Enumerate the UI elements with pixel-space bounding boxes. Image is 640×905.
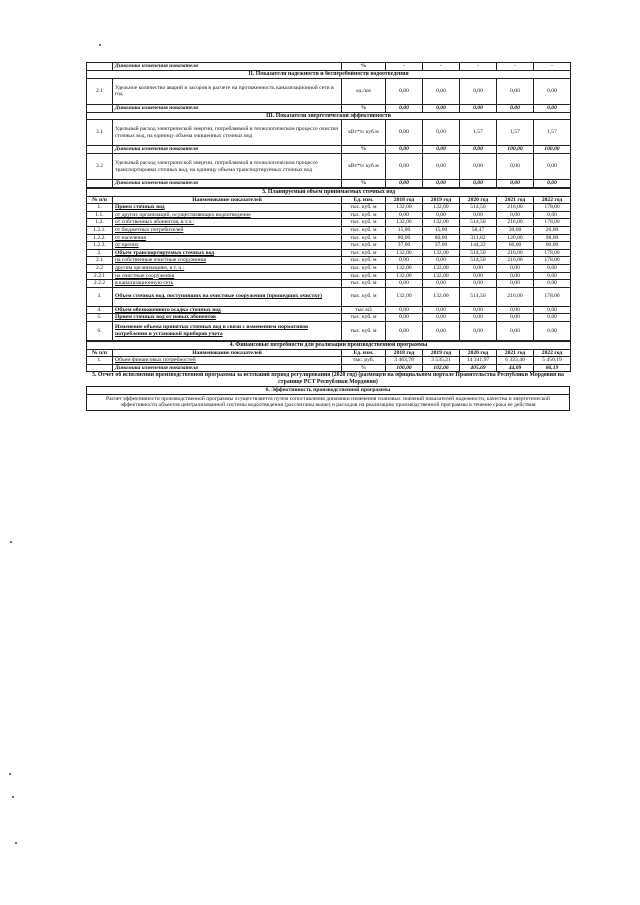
row-number: 1. bbox=[87, 357, 113, 365]
table-row bbox=[87, 264, 571, 272]
row-number: 3.2 bbox=[87, 154, 113, 180]
indicator-name: от бюджетных потребителей bbox=[113, 226, 342, 234]
row-number bbox=[87, 104, 113, 112]
value-cell: 5 450,19 bbox=[534, 357, 571, 365]
value-cell: 0,00 bbox=[423, 280, 460, 288]
indicator-name: Динамика изменения показателя bbox=[113, 364, 342, 372]
indicator-name: Динамика изменения показателя bbox=[113, 104, 342, 112]
unit-cell: тыс. куб. м bbox=[342, 242, 386, 250]
column-header: 2019 год bbox=[423, 196, 460, 204]
unit-cell: тыс. куб. м bbox=[342, 314, 386, 322]
value-cell: 514,50 bbox=[460, 257, 497, 265]
indicator-name: от других организаций, осуществляющих водоотведение bbox=[113, 211, 342, 219]
value-cell: 0,00 bbox=[534, 314, 571, 322]
financial-needs-table bbox=[86, 341, 571, 372]
table-row bbox=[87, 357, 571, 365]
column-header: № п/п bbox=[87, 196, 113, 204]
row-number: 2.2 bbox=[87, 264, 113, 272]
value-cell: 178,00 bbox=[534, 257, 571, 265]
section-title: III. Показатели энергетической эффективности bbox=[87, 112, 571, 120]
row-number: 1.2.3. bbox=[87, 242, 113, 250]
table-row bbox=[87, 257, 571, 265]
value-cell: 0,00 bbox=[460, 104, 497, 112]
value-cell: 0,00 bbox=[460, 211, 497, 219]
unit-cell: тыс. куб. м bbox=[342, 321, 386, 340]
value-cell: 514,50 bbox=[460, 287, 497, 306]
value-cell: 178,00 bbox=[534, 287, 571, 306]
value-cell: 0,00 bbox=[497, 314, 534, 322]
table-row bbox=[87, 154, 571, 180]
value-cell: 0,00 bbox=[386, 314, 423, 322]
row-number bbox=[87, 63, 113, 71]
column-header: Ед. изм. bbox=[342, 349, 386, 357]
value-cell: 216,00 bbox=[497, 287, 534, 306]
scan-speck bbox=[99, 44, 101, 46]
row-number: 4. bbox=[87, 306, 113, 314]
row-number: 2.1 bbox=[87, 257, 113, 265]
unit-cell: тыс. куб. м bbox=[342, 257, 386, 265]
value-cell: 0,00 bbox=[534, 264, 571, 272]
value-cell: 132,00 bbox=[423, 204, 460, 212]
efficiency-table bbox=[86, 386, 570, 411]
column-header: 2018 год bbox=[386, 196, 423, 204]
value-cell: 178,00 bbox=[534, 204, 571, 212]
value-cell: 0,00 bbox=[386, 120, 423, 146]
row-number: 1.1. bbox=[87, 211, 113, 219]
value-cell: 216,00 bbox=[497, 219, 534, 227]
value-cell: 0,00 bbox=[460, 306, 497, 314]
value-cell: 14 341,97 bbox=[460, 357, 497, 365]
value-cell: 0,00 bbox=[497, 154, 534, 180]
unit-cell: тыс. куб. м bbox=[342, 234, 386, 242]
row-number: 6. bbox=[87, 321, 113, 340]
value-cell: - bbox=[460, 63, 497, 71]
value-cell: 0,00 bbox=[460, 314, 497, 322]
value-cell: 0,00 bbox=[497, 272, 534, 280]
indicator-name: на очистные сооружения bbox=[113, 272, 342, 280]
value-cell: 15,00 bbox=[423, 226, 460, 234]
table-row bbox=[87, 234, 571, 242]
value-cell: 3 463,78 bbox=[386, 357, 423, 365]
table-row bbox=[87, 242, 571, 250]
value-cell: 66,00 bbox=[497, 242, 534, 250]
unit-cell: тыс.м3 bbox=[342, 306, 386, 314]
table-row bbox=[87, 272, 571, 280]
value-cell: 44,09 bbox=[497, 364, 534, 372]
value-cell: - bbox=[534, 63, 571, 71]
value-cell: 0,00 bbox=[534, 321, 571, 340]
value-cell: 0,00 bbox=[386, 104, 423, 112]
table-row bbox=[87, 321, 571, 340]
value-cell: 37,00 bbox=[423, 242, 460, 250]
value-cell: 0,00 bbox=[386, 321, 423, 340]
value-cell: 3 535,21 bbox=[423, 357, 460, 365]
indicator-name: Объем сточных вод, поступивших на очистные сооружения (прошедших очистку) bbox=[113, 287, 342, 306]
value-cell: 514,50 bbox=[460, 219, 497, 227]
row-number: 2. bbox=[87, 249, 113, 257]
value-cell: 0,00 bbox=[497, 180, 534, 188]
table-row bbox=[87, 104, 571, 112]
value-cell: 216,00 bbox=[497, 257, 534, 265]
value-cell: 0,00 bbox=[423, 78, 460, 104]
column-header: 2021 год bbox=[497, 349, 534, 357]
indicator-name: Удельное количество аварий и засоров в расчете на протяженность канализационной сети в год bbox=[113, 78, 342, 104]
indicator-name: Объем финансовых потребностей bbox=[113, 357, 342, 365]
table-row bbox=[87, 226, 571, 234]
indicator-name: Прием сточных вод bbox=[113, 204, 342, 212]
value-cell: 132,00 bbox=[423, 287, 460, 306]
value-cell: 100,00 bbox=[386, 364, 423, 372]
value-cell: 0,00 bbox=[386, 146, 423, 154]
value-cell: 60,00 bbox=[534, 242, 571, 250]
value-cell: 0,00 bbox=[460, 321, 497, 340]
value-cell: - bbox=[386, 63, 423, 71]
unit-cell: тыс. куб. м bbox=[342, 204, 386, 212]
indicator-name: Удельный расход электрической энергии, потребляемой в технологическом процессе очистки сточных вод, на единицу объема очищенных сточных вод bbox=[113, 120, 342, 146]
indicator-name: Динамика изменения показателя bbox=[113, 146, 342, 154]
scan-speck bbox=[10, 541, 12, 543]
table-row bbox=[87, 249, 571, 257]
value-cell: 80,00 bbox=[423, 234, 460, 242]
column-header: 2022 год bbox=[534, 196, 571, 204]
unit-cell: тыс. куб. м bbox=[342, 264, 386, 272]
indicator-name: в канализационную сеть bbox=[113, 280, 342, 288]
value-cell: 0,00 bbox=[534, 154, 571, 180]
value-cell: 15,00 bbox=[386, 226, 423, 234]
value-cell: 0,00 bbox=[460, 272, 497, 280]
row-number bbox=[87, 146, 113, 154]
scan-speck bbox=[15, 842, 17, 844]
value-cell: 58,47 bbox=[460, 226, 497, 234]
value-cell: 132,00 bbox=[386, 219, 423, 227]
value-cell: 132,00 bbox=[423, 249, 460, 257]
indicator-name: Динамика изменения показателя bbox=[113, 180, 342, 188]
column-header: Наименование показателей bbox=[113, 349, 342, 357]
value-cell: 120,00 bbox=[497, 234, 534, 242]
section-title: 4. Финансовые потребности для реализации производственной программы bbox=[87, 342, 571, 350]
unit-cell: % bbox=[342, 180, 386, 188]
value-cell: 132,00 bbox=[386, 249, 423, 257]
value-cell: 1,57 bbox=[460, 120, 497, 146]
value-cell: 6 323,40 bbox=[497, 357, 534, 365]
value-cell: 98,00 bbox=[534, 234, 571, 242]
column-header: 2019 год bbox=[423, 349, 460, 357]
value-cell: 0,00 bbox=[423, 314, 460, 322]
value-cell: 0,00 bbox=[423, 104, 460, 112]
value-cell: 20,00 bbox=[534, 226, 571, 234]
section-row bbox=[87, 71, 571, 79]
unit-cell: тыс. куб. м bbox=[342, 219, 386, 227]
value-cell: 0,00 bbox=[534, 272, 571, 280]
value-cell: 0,00 bbox=[386, 280, 423, 288]
unit-cell: % bbox=[342, 146, 386, 154]
value-cell: 0,00 bbox=[497, 306, 534, 314]
indicator-name: Объем обезвоженного осадка сточных вод bbox=[113, 306, 342, 314]
value-cell: 216,00 bbox=[497, 249, 534, 257]
value-cell: 178,00 bbox=[534, 249, 571, 257]
value-cell: 1,57 bbox=[534, 120, 571, 146]
value-cell: 0,00 bbox=[386, 154, 423, 180]
value-cell: 132,00 bbox=[423, 272, 460, 280]
table-row bbox=[87, 146, 571, 154]
table-row bbox=[87, 364, 571, 372]
indicator-name: от населения bbox=[113, 234, 342, 242]
column-header: № п/п bbox=[87, 349, 113, 357]
value-cell: 0,00 bbox=[386, 211, 423, 219]
value-cell: 0,00 bbox=[460, 280, 497, 288]
value-cell: 0,00 bbox=[497, 321, 534, 340]
scan-speck bbox=[9, 773, 11, 775]
value-cell: 0,00 bbox=[423, 321, 460, 340]
scan-speck bbox=[12, 796, 14, 798]
unit-cell: тыс. куб. м bbox=[342, 272, 386, 280]
column-header: 2018 год bbox=[386, 349, 423, 357]
row-number: 1.2. bbox=[87, 219, 113, 227]
table-row bbox=[87, 280, 571, 288]
table-row bbox=[87, 180, 571, 188]
value-cell: 0,00 bbox=[423, 146, 460, 154]
value-cell: 405,69 bbox=[460, 364, 497, 372]
value-cell: 86,19 bbox=[534, 364, 571, 372]
section-row bbox=[87, 112, 571, 120]
value-cell: 100,00 bbox=[534, 146, 571, 154]
value-cell: 0,00 bbox=[423, 257, 460, 265]
value-cell: 0,00 bbox=[460, 154, 497, 180]
report-section: 5. Отчет об исполнении производственной программы за истекший период регулирования (2020 год) (размещен на официальном портале Правительства Республики Мордовия на странице РСТ Республики Мордовия) bbox=[92, 372, 564, 385]
row-number: 1.2.2. bbox=[87, 234, 113, 242]
unit-cell: % bbox=[342, 364, 386, 372]
section-title: 3. Планируемый объем принимаемых сточных вод bbox=[87, 189, 571, 197]
value-cell: 1,57 bbox=[497, 120, 534, 146]
value-cell: 0,00 bbox=[534, 104, 571, 112]
value-cell: 30,00 bbox=[497, 226, 534, 234]
table-row bbox=[87, 120, 571, 146]
column-header: 2020 год bbox=[460, 196, 497, 204]
value-cell: 0,00 bbox=[534, 180, 571, 188]
table-row bbox=[87, 306, 571, 314]
wastewater-volume-table bbox=[86, 188, 571, 341]
value-cell: 80,00 bbox=[386, 234, 423, 242]
value-cell: - bbox=[423, 63, 460, 71]
value-cell: 514,50 bbox=[460, 204, 497, 212]
table-row bbox=[87, 287, 571, 306]
indicator-name: Прием сточных вод от новых абонентов bbox=[113, 314, 342, 322]
indicator-name: Удельный расход электрической энергии, потребляемой в технологическом процессе транспортировки сточных вод, на единицу объема транспортируемых сточных вод bbox=[113, 154, 342, 180]
value-cell: 102,06 bbox=[423, 364, 460, 372]
column-header: 2022 год bbox=[534, 349, 571, 357]
value-cell: 0,00 bbox=[460, 264, 497, 272]
unit-cell: тыс. куб. м bbox=[342, 280, 386, 288]
value-cell: 132,00 bbox=[423, 219, 460, 227]
row-number: 3.1 bbox=[87, 120, 113, 146]
indicator-name: от прочих bbox=[113, 242, 342, 250]
row-number: 2.2.2 bbox=[87, 280, 113, 288]
value-cell: 0,00 bbox=[423, 120, 460, 146]
value-cell: 0,00 bbox=[497, 211, 534, 219]
indicator-name: Динамика изменения показателя bbox=[113, 63, 342, 71]
row-number: 2.1 bbox=[87, 78, 113, 104]
indicator-name: на собственные очистные сооружения bbox=[113, 257, 342, 265]
row-number: 1.2.1. bbox=[87, 226, 113, 234]
value-cell: 37,00 bbox=[386, 242, 423, 250]
table-header bbox=[87, 196, 571, 204]
row-number bbox=[87, 180, 113, 188]
value-cell: 0,00 bbox=[460, 78, 497, 104]
column-header: Наименование показателей bbox=[113, 196, 342, 204]
indicators-table bbox=[86, 62, 571, 188]
value-cell: 0,00 bbox=[534, 280, 571, 288]
table-row bbox=[87, 78, 571, 104]
value-cell: 132,00 bbox=[386, 287, 423, 306]
unit-cell: тыс. руб. bbox=[342, 357, 386, 365]
value-cell: 0,00 bbox=[534, 211, 571, 219]
value-cell: 311,82 bbox=[460, 234, 497, 242]
efficiency-text: Расчет эффективности производственной программы осуществляется путем сопоставления динамики изменения плановых значений показателей надежности, качества и энергетической эффективности объектов централизованной системы водоотведения (рассчитаны выше) и расходов на реализацию производственной программы в течение срока ее действия bbox=[87, 394, 570, 411]
value-cell: 514,50 bbox=[460, 249, 497, 257]
section-title: 6. Эффективность производственной программы bbox=[87, 387, 570, 395]
unit-cell: ед./км bbox=[342, 78, 386, 104]
unit-cell: тыс. куб. м bbox=[342, 226, 386, 234]
value-cell: 132,00 bbox=[386, 264, 423, 272]
value-cell: 0,00 bbox=[386, 78, 423, 104]
value-cell: 0,00 bbox=[534, 306, 571, 314]
column-header: 2020 год bbox=[460, 349, 497, 357]
unit-cell: тыс. куб. м bbox=[342, 287, 386, 306]
unit-cell: кВт*ч/ куб.м bbox=[342, 120, 386, 146]
value-cell: 100,00 bbox=[497, 146, 534, 154]
unit-cell: кВт*ч/ куб.м bbox=[342, 154, 386, 180]
value-cell: 0,00 bbox=[423, 180, 460, 188]
value-cell: 0,00 bbox=[497, 104, 534, 112]
table-row bbox=[87, 211, 571, 219]
row-number: 2.2.1 bbox=[87, 272, 113, 280]
value-cell: 0,00 bbox=[423, 211, 460, 219]
value-cell: 0,00 bbox=[460, 180, 497, 188]
value-cell: 132,00 bbox=[386, 204, 423, 212]
value-cell: 144,22 bbox=[460, 242, 497, 250]
table-row bbox=[87, 204, 571, 212]
table-header bbox=[87, 349, 571, 357]
value-cell: 0,00 bbox=[534, 78, 571, 104]
value-cell: 0,00 bbox=[386, 306, 423, 314]
value-cell: 132,00 bbox=[386, 272, 423, 280]
value-cell: 0,00 bbox=[497, 280, 534, 288]
table-row bbox=[87, 219, 571, 227]
value-cell: 132,00 bbox=[423, 264, 460, 272]
unit-cell: тыс. куб. м bbox=[342, 249, 386, 257]
value-cell: 216,00 bbox=[497, 204, 534, 212]
unit-cell: % bbox=[342, 63, 386, 71]
value-cell: 0,00 bbox=[386, 257, 423, 265]
row-number: 3. bbox=[87, 287, 113, 306]
value-cell: 0,00 bbox=[386, 180, 423, 188]
row-number bbox=[87, 364, 113, 372]
indicator-name: Изменение объема принятых сточных вод в связи с изменением нормативов потребления и установкой приборов учета bbox=[113, 321, 342, 340]
table-row bbox=[87, 314, 571, 322]
column-header: Ед. изм. bbox=[342, 196, 386, 204]
unit-cell: тыс. куб. м bbox=[342, 211, 386, 219]
value-cell: 0,00 bbox=[423, 306, 460, 314]
row-number: 5. bbox=[87, 314, 113, 322]
indicator-name: другим организациям, в т. ч.: bbox=[113, 264, 342, 272]
value-cell: 178,00 bbox=[534, 219, 571, 227]
unit-cell: % bbox=[342, 104, 386, 112]
value-cell: 0,00 bbox=[460, 146, 497, 154]
row-number: 1. bbox=[87, 204, 113, 212]
value-cell: 0,00 bbox=[497, 264, 534, 272]
value-cell: 0,00 bbox=[423, 154, 460, 180]
table-row bbox=[87, 63, 571, 71]
section-title: II. Показатели надежности и бесперебойности водоотведения bbox=[87, 71, 571, 79]
value-cell: - bbox=[497, 63, 534, 71]
column-header: 2021 год bbox=[497, 196, 534, 204]
value-cell: 0,00 bbox=[497, 78, 534, 104]
indicator-name: Объем транспортируемых сточных вод bbox=[113, 249, 342, 257]
indicator-name: от собственных абонентов, в т.ч.: bbox=[113, 219, 342, 227]
